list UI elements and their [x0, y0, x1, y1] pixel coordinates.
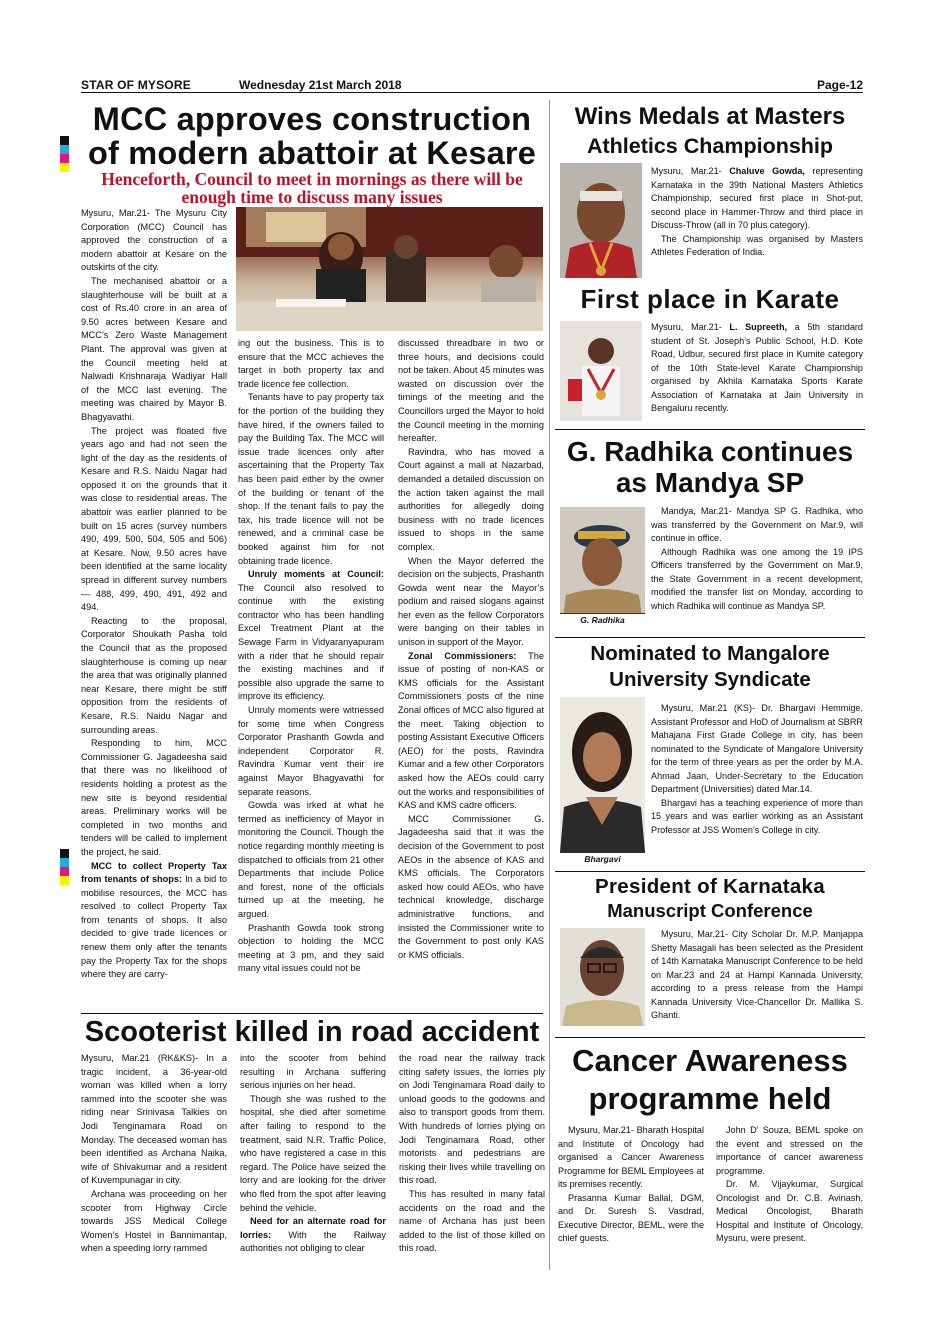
paragraph-text: In a bid to mobilise resources, the MCC has resolved to collect Property Tax from tenants of shops. It also decided to give trade licences or renew them only after the tenants pay the Property Tax for the shops where they are carry-	[81, 874, 227, 980]
paragraph: Mysuru, Mar.21- City Scholar Dr. M.P. Manjappa Shetty Masagali has been selected as the President of 14th Karnataka Manuscript Conference to be held on Mar.23 and 24 at Hampi Kannada University, according to a press release from the Hampi Kannada University Vice-Chancellor Dr. Mallika S. Ghanti.	[651, 929, 863, 1020]
subhead-kicker: Unruly moments at Council:	[248, 569, 384, 580]
paragraph: Bhargavi has a teaching experience of more than 15 years and was earlier working as an Assistant Professor at JSS Women’s College in city.	[651, 797, 863, 835]
paragraph: Mysuru, Mar.21 (KS)- Dr. Bhargavi Hemmige, Assistant Professor and HoD of Journalism at SBRR Mahajana First Grade College in city, has been nominated to the Syndicate of Mangalore University for the term of three years as per the order by M.A. Ahmad Jaan, Under-Secretary to the Education Department (Universities) dated Mar.14.	[651, 703, 863, 794]
paragraph: Gowda was irked at what he termed as inefficiency of Mayor in monitoring the Council. Though the notice regarding monthly meeting is dispatched to officials from 21 other Departments that include Police and forest, none of the officials turned up at the meeting, he argued.	[238, 800, 384, 919]
paragraph-text: Mysuru, Mar.21-	[651, 166, 730, 176]
paragraph: Tenants have to pay property tax for the portion of the building they have hired, if the owners failed to pay the Building Tax. The MCC will issue trade licences only after ascertaining that the Property Tax has been paid either by the owner of the building or tenant of the shop. If the tenant fails to pay the tax, his trade licence will not be renewed, and a criminal case be booked against him for not obtaining trade licence.	[238, 392, 384, 566]
paragraph: The project was floated five years ago and had not seen the light of the day as the residents of Kesare and R.S. Naidu Nagar had opposed it on the grounds that it was close to residential areas. The abattoir was earlier planned to be built on 15 acres (survey numbers 490, 499, 500, 504, 505 and 506) at Kesare. Now, 9.50 acres have been identified at the same locality spread in different survey numbers — 488, 499, 490, 491, 492 and 494.	[81, 425, 227, 613]
radhika-headline-line2: as Mandya SP	[615, 467, 805, 498]
manuscript-headline-line2: Manuscript Conference	[607, 900, 813, 921]
paragraph: John D’ Souza, BEML spoke on the event and stressed on the importance of cancer awareness programme.	[716, 1125, 863, 1176]
abattoir-headline: MCC approves construction of modern abattoir at Kesare	[87, 101, 537, 171]
page-number: Page-12	[816, 78, 863, 92]
cancer-column-1	[558, 1124, 704, 1246]
paragraph-text: Mysuru, Mar.21-	[651, 322, 730, 332]
scooter-column-1	[81, 1052, 227, 1256]
paragraph: Ravindra, who has moved a Court against a mall at Nazarbad, demanded a detailed discussion on the action taken against the mall authorities for allegedly doing business with no trade licences issued to shops in the same complex.	[398, 446, 544, 552]
subhead-kicker: Zonal Commissioners:	[408, 650, 517, 661]
paragraph: Unruly moments were witnessed for some time when Congress Corporator Prashanth Gowda and independent Corporator R. Ravindra Kumar vent their ire against Mayor Bhagyavathi for separate reasons.	[238, 705, 384, 797]
subhead-kicker: MCC to collect Property Tax from tenants of shops:	[81, 860, 227, 885]
divider	[81, 1013, 543, 1014]
paragraph-text: a 5th standard student of St. Joseph’s Public School, H.D. Kote Road, Udbur, secured first place in Kumite category of the 10th State-level Karate Championship organised by Akhila Karnataka Sports Karate Association of Karnataka at Jain University in Bengaluru recently.	[651, 322, 863, 413]
paragraph	[398, 650, 544, 813]
karate-body	[651, 321, 863, 416]
radhika-headline-line1: G. Radhika continues	[566, 436, 854, 467]
paragraph	[81, 860, 227, 982]
paragraph: Reacting to the proposal, Corporator Shoukath Pasha told the Council that as the proposed slaughterhouse is coming up near the area that was originally planned near Kesare, there might be stiff opposition from the residents of Kesare, R.S. Naidu Nagar and surrounding areas.	[81, 615, 227, 735]
manuscript-body	[651, 928, 863, 1023]
paragraph-text: representing Karnataka in the 39th National Masters Athletics Championship, secured first place in Shot-put, second place in Hammer-Throw and third place in Discuss-Throw (all in 70 plus category).	[651, 166, 863, 230]
cancer-column-2	[716, 1124, 863, 1246]
paragraph: Mandya, Mar.21- Mandya SP G. Radhika, who was transferred by the Government on Mar.9, will continue in office.	[651, 506, 863, 543]
paper-name: STAR OF MYSORE	[81, 78, 191, 92]
paragraph: When the Mayor deferred the decision on the subjects, Prashanth Gowda went near the Mayor’s podium and raised slogans against her even as the fellow Corporators were banging on their tables in unison in support of the Mayor.	[398, 555, 544, 648]
scooter-column-2	[240, 1052, 386, 1256]
syndicate-body	[651, 702, 863, 837]
paragraph: discussed threadbare in two or three hours, and decisions could not be taken. About 45 minutes was wasted on discussion over the timings of the meeting and the Councillors urged the Mayor to hold the Council meeting in the morning hereafter.	[398, 338, 544, 444]
paragraph	[238, 568, 384, 704]
scooter-column-3	[399, 1052, 545, 1256]
paragraph	[651, 321, 863, 416]
radhika-body	[651, 505, 863, 613]
paragraph-text: The issue of posting of non-KAS or KMS officials for the Assistant Commissioners posts of the nine Zonal offices of MCC also figured at the meet. Taking objection to posting Assistant Executive Officers (AEO) for the posts, Ravindra Kumar and a few other Corporators asked how the AEOs could carry out the works and responsibilities of KAS and KMS cadre officers.	[398, 650, 545, 811]
paragraph: The mechanised abattoir or a slaughterhouse will be built at a cost of Rs.40 crore in an area of 9.50 acres between Kesare and MCC’s Zero Waste Management Plant. The approval was given at the Council meeting held at Nalwadi Krishnaraja Wadiyar Hall of the MCC last evening. The meeting was chaired by Mayor B. Bhagyavathi.	[81, 275, 227, 422]
council-meeting-photo	[236, 207, 543, 331]
manuscript-headline-line1: President of Karnataka	[595, 875, 825, 898]
paragraph: Archana was proceeding on her scooter from Highway Circle towards JSS Medical College Women’s Hostel in Bannimantap, when a speeding lorry rammed	[81, 1188, 227, 1254]
divider	[555, 429, 865, 430]
paragraph: the road near the railway track citing safety issues, the lorries ply on Jodi Tenginamara Road daily to unload goods to the godowns and also to transport goods from them. With hundreds of lorries plying on Jodi Tenginamara Road, other motorists and pedestrians are risking their lives while travelling on this road.	[399, 1053, 545, 1186]
subhead-kicker: Need for an alternate road for lorries:	[240, 1216, 386, 1240]
person-name: Chaluve Gowda,	[729, 166, 805, 176]
medals-headline-line1: Wins Medals at Masters	[574, 103, 846, 130]
paragraph: ing out the business. This is to ensure that the MCC achieves the target in both property tax and trade licence fee collection.	[238, 338, 384, 389]
paragraph: Prashanth Gowda took strong objection to holding the MCC meeting at 3 pm, and they said many vital issues could not be	[238, 922, 384, 974]
paragraph: into the scooter from behind resulting in Archana suffering serious injuries on her head.	[240, 1053, 386, 1091]
paragraph	[240, 1215, 386, 1256]
syndicate-headline-line2: University Syndicate	[609, 668, 811, 691]
paragraph: Mysuru, Mar.21- The Mysuru City Corporation (MCC) Council has approved the construction of a modern abattoir at Kesare on the outskirts of the city.	[81, 208, 227, 273]
person-name: L. Supreeth,	[729, 322, 788, 332]
manjappa-shetty-photo	[560, 928, 645, 1026]
paragraph-text: With the Railway authorities not obliging to clear	[240, 1229, 386, 1254]
column-divider	[549, 100, 550, 1270]
radhika-photo	[560, 507, 645, 625]
paragraph: Mysuru, Mar.21- Bharath Hospital and Institute of Oncology had organised a Cancer Awareness Programme for BEML Employees at its premises recently.	[558, 1125, 704, 1189]
divider	[555, 1037, 865, 1038]
abattoir-column-2	[238, 337, 384, 976]
supreeth-photo	[560, 321, 642, 421]
paragraph: This has resulted in many fatal accidents on the road and the name of Archana has just been added to the list of those killed on this road.	[399, 1188, 545, 1254]
paragraph: Though she was rushed to the hospital, she died after sometime after failing to respond to the treatment, said N.R. Traffic Police, who have registered a case in this regard. The Police have seized the lorry and are looking for the driver who fled from the spot after leaving behind the vehicle.	[240, 1093, 386, 1213]
photo-caption: Bhargavi	[560, 852, 645, 864]
paragraph-text: The Council also resolved to continue with the existing contractor who has been handling Excel Treatment Plant at the Sewage Farm in Vidyaranyapuram with a rider that he should repair the existing machines and if possible also upgrade the same to improve its efficiency.	[238, 582, 384, 702]
masthead	[81, 77, 863, 93]
syndicate-headline-line1: Nominated to Mangalore	[590, 642, 830, 665]
abattoir-column-1	[81, 207, 227, 982]
paragraph: The Championship was organised by Masters Athletes Federation of India.	[651, 233, 863, 257]
chaluve-gowda-photo	[560, 163, 642, 278]
registration-mark	[60, 136, 69, 172]
paragraph: MCC Commissioner G. Jagadeesha said that it was the decision of the Government to post AEOs in the absence of KAS and KMS officials. The Corporators asked how could AEOs, who have technical knowledge, discharge administrative functions, and insisted the Commissioner write to the Government to post only KAS or KMS officials.	[398, 813, 544, 960]
paragraph: Although Radhika was one among the 19 IPS Officers transferred by the Government on Mar.9, the State Government in a recent development, modified the transfer list on Monday, according to which Radhika will continue as Mandya SP.	[651, 546, 863, 611]
abattoir-subhead: Henceforth, Council to meet in mornings as there will be enough time to discuss many issues	[101, 169, 523, 207]
registration-mark	[60, 849, 69, 885]
paragraph: Responding to him, MCC Commissioner G. Jagadeesha said that there was no likelihood of residents holding a protest as the new site is beyond residential areas. Preliminary works will be completed in two months and tenders will be called to implement the project, he said.	[81, 738, 227, 857]
issue-date: Wednesday 21st March 2018	[239, 78, 402, 92]
divider	[555, 871, 865, 872]
divider	[555, 637, 865, 638]
cancer-headline-line2: programme held	[588, 1081, 832, 1116]
paragraph	[651, 165, 863, 233]
karate-headline: First place in Karate	[580, 284, 840, 314]
abattoir-column-3	[398, 337, 544, 962]
photo-caption: G. Radhika	[560, 613, 645, 625]
scooter-headline: Scooterist killed in road accident	[84, 1016, 540, 1048]
medals-body	[651, 165, 863, 260]
bhargavi-photo	[560, 697, 645, 852]
cancer-headline-line1: Cancer Awareness	[572, 1043, 848, 1078]
paragraph: Dr. M. Vijaykumar, Surgical Oncologist and Dr. C.B. Avinash, Medical Oncologist, Bharath Hospital and Institute of Oncology, Mysuru, were present.	[716, 1179, 863, 1243]
medals-headline-line2: Athletics Championship	[586, 134, 834, 158]
paragraph: Prasanna Kumar Ballal, DGM, and Dr. Suresh S. Vasdrad, Executive Director, BEML, were the chief guests.	[558, 1192, 704, 1243]
paragraph: Mysuru, Mar.21 (RK&KS)- In a tragic incident, a 36-year-old woman was killed when a lorry rammed into the scooter she was riding near Srinivasa Talkies on Jodi Tenginamara Road on Monday. The deceased woman has been identified as Archana Naika, wife of Shivakumar and a resident of Kuvempunagar in city.	[81, 1053, 227, 1186]
